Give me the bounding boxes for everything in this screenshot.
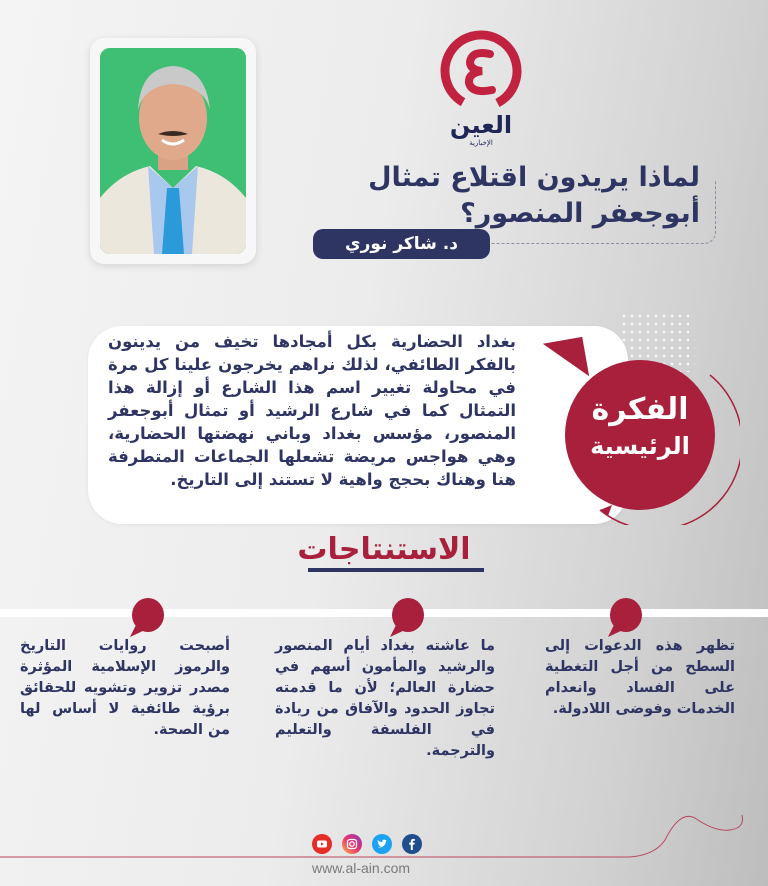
main-idea-label-line-2: الرئيسية — [590, 432, 690, 460]
author-photo — [100, 48, 246, 254]
title-line-2: أبوجعفر المنصور؟ — [460, 198, 700, 229]
author-badge: د. شاكر نوري — [313, 229, 490, 259]
conclusion-item-3: أصبحت روايات التاريخ والرموز الإسلامية المؤثرة مصدر تزوير وتشويه للحقائق برؤية طائفية لا أساس لها من الصحة. — [20, 638, 230, 738]
logo-subtitle: الإخبارية — [469, 139, 493, 147]
speech-bubble-icon — [605, 597, 643, 639]
instagram-icon[interactable] — [342, 834, 362, 854]
separator-band — [0, 609, 768, 617]
conclusions-underline — [308, 568, 484, 572]
title-line-1: لماذا يريدون اقتلاع تمثال — [368, 162, 700, 193]
main-idea-label-line-1: الفكرة — [591, 392, 689, 427]
youtube-icon[interactable] — [312, 834, 332, 854]
website-link[interactable]: www.al-ain.com — [312, 860, 411, 876]
brand-logo — [438, 28, 524, 148]
facebook-icon[interactable] — [402, 834, 422, 854]
main-idea-text: بغداد الحضارية بكل أمجادها تخيف من يدينون بالفكر الطائفي، لذلك نراهم يخرجون علينا كل مرة في محاولة تغيير اسم هذا الشارع أو إزالة هذا التمثال كما في شارع الرشيد أو تمثال أبوجعفر المنصور، مؤسس بغداد وباني نهضتها الحضارية، وهي هواجس مريضة تشعلها الجماعات المتطرفة هنا وهناك بحجج واهية لا تستند إلى التاريخ. — [108, 332, 516, 489]
conclusion-item-1: تظهر هذه الدعوات إلى السطح من أجل التغطية على الفساد وانعدام الخدمات وفوضى اللادولة. — [545, 638, 735, 717]
al-ain-logo-icon — [438, 28, 524, 114]
twitter-icon[interactable] — [372, 834, 392, 854]
conclusions-heading: الاستنتاجات — [297, 532, 471, 567]
speech-bubble-icon — [127, 597, 165, 639]
main-idea-label — [565, 390, 715, 462]
logo-wordmark: العين — [449, 111, 513, 139]
speech-bubble-icon — [387, 597, 425, 639]
author-photo-frame — [90, 38, 256, 264]
article-title — [320, 160, 700, 232]
conclusion-item-2: ما عاشته بغداد أيام المنصور والرشيد والمأمون أسهم في حضارة العالم؛ لأن ما قدمته تجاوز الحدود والآفاق من ريادة في الفلسفة والتعليم والترجمة. — [275, 638, 495, 759]
